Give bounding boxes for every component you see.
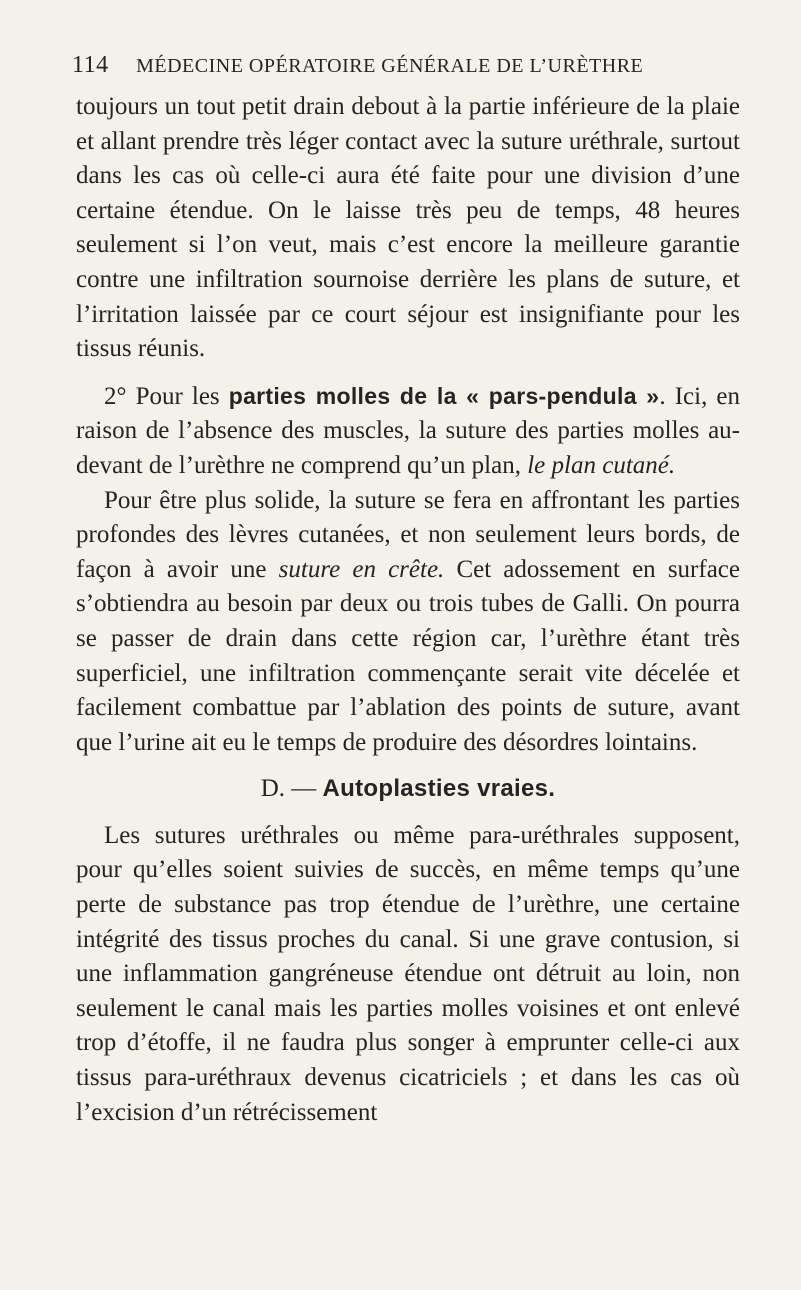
paragraph-autoplasties: Les sutures uréthrales ou même para-uréthrales supposent, pour qu’elles soient suivies de succès, en même temps qu’une perte de substance pas trop étendue de l’urèthre, une certaine intégrité des tissus proches du canal. Si une grave contusion, si une inflammation gangréneuse étendue ont détruit au loin, non seulement le canal mais les parties molles voisines et ont enlevé trop d’étoffe, il ne faudra plus songer à emprunter celle-ci aux tissus para-uréthraux devenus cicatriciels ; et dans les cas où l’excision d’un rétrécissement — [76, 821, 740, 1126]
section-heading — [76, 772, 740, 807]
paragraph-continuation: toujours un tout petit drain debout à la partie inférieure de la plaie et allant prendre très léger contact avec la suture uréthrale, surtout dans les cas où celle-ci aura été faite pour une division d’une certaine étendue. On le laisse très peu de temps, 48 heures seulement si l’on veut, mais c’est encore la meilleure garantie contre une infiltration sournoise derrière les plans de suture, et l’irritation laissée par ce court séjour est insignifiante pour les tissus réunis. — [76, 93, 740, 363]
paragraph-lead: 2° Pour les — [104, 382, 229, 410]
paragraph-italic-term: suture en crête. — [278, 555, 445, 583]
paragraph-before: Pour être plus solide, la suture se fera en affrontant les parties profondes des lèvres cutanées, et non seulement leurs bords, de façon à avoir une — [76, 486, 740, 583]
section-title: Autoplasties vraies. — [322, 775, 556, 803]
paragraph-suture-en-crete — [76, 484, 740, 761]
paragraph-after: Cet adossement en surface s’obtiendra au besoin par deux ou trois tubes de Galli. On pourra se passer de drain dans cette région car, l’urèthre étant très superficiel, une infiltration commençante serait vite décelée et facilement combattue par l’ablation des points de suture, avant que l’urine ait eu le temps de produire des désordres lointains. — [76, 555, 740, 756]
paragraph-pars-pendula — [76, 379, 740, 484]
running-header — [72, 52, 732, 79]
body-text — [76, 90, 740, 1130]
page-number: 114 — [72, 52, 109, 78]
paragraph-rest: . Ici, en raison de l’absence des muscles, la suture des parties molles au-devant de l’urèthre ne comprend qu’un plan, — [76, 382, 740, 479]
paragraph-bold-term: parties molles de la « pars-pendula » — [228, 382, 660, 409]
running-title: MÉDECINE OPÉRATOIRE GÉNÉRALE DE L’URÈTHRE — [136, 55, 644, 77]
paragraph-italic-term: le plan cutané. — [527, 451, 676, 479]
section-prefix: D. — — [260, 775, 323, 803]
